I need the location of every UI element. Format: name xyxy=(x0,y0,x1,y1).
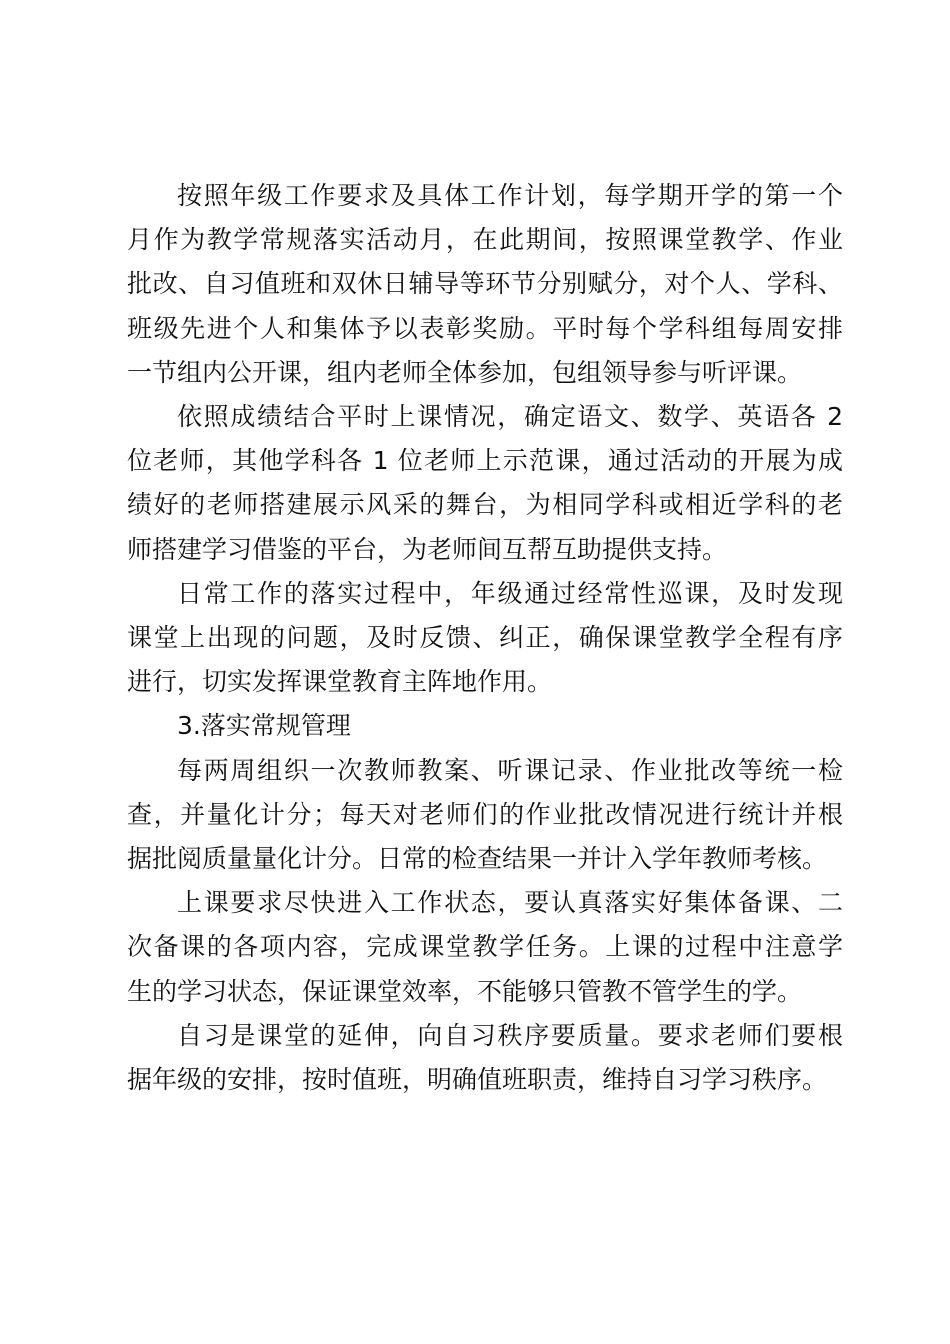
text-line: 据批阅质量量化计分。日常的检查结果一并计入学年教师考核。 xyxy=(127,844,828,874)
text-line: 依照成绩结合平时上课情况，确定语文、数学、英语各 2 xyxy=(177,402,843,432)
text-line: 上课要求尽快进入工作状态，要认真落实好集体备课、二 xyxy=(177,888,843,918)
text-line: 按照年级工作要求及具体工作计划，每学期开学的第一个 xyxy=(177,181,843,210)
text-line: 师搭建学习借鉴的平台，为老师间互帮互助提供支持。 xyxy=(127,534,728,564)
text-line: 批改、自习值班和双休日辅导等环节分别赋分，对个人、学科、 xyxy=(127,269,843,299)
text-line: 一节组内公开课，组内老师全体参加，包组领导参与听评课。 xyxy=(127,357,803,387)
document-body xyxy=(127,174,843,1102)
text-line: 自习是课堂的延伸，向自习秩序要质量。要求老师们要根 xyxy=(177,1020,843,1050)
text-line: 月作为教学常规落实活动月，在此期间，按照课堂教学、作业 xyxy=(127,225,843,255)
paragraph-biweekly-check xyxy=(127,749,843,882)
text-line: 位老师，其他学科各 1 位老师上示范课，通过活动的开展为成 xyxy=(127,446,843,476)
text-line: 日常工作的落实过程中，年级通过经常性巡课，及时发现 xyxy=(177,578,843,608)
paragraph-monthly-activity xyxy=(127,174,843,395)
text-line: 班级先进个人和集体予以表彰奖励。平时每个学科组每周安排 xyxy=(127,313,843,343)
text-line: 课堂上出现的问题，及时反馈、纠正，确保课堂教学全程有序 xyxy=(127,623,843,653)
paragraph-class-requirements xyxy=(127,881,843,1014)
text-line: 进行，切实发挥课堂教育主阵地作用。 xyxy=(127,667,553,697)
text-line: 查，并量化计分；每天对老师们的作业批改情况进行统计并根 xyxy=(127,799,843,829)
text-line: 生的学习状态，保证课堂效率，不能够只管教不管学生的学。 xyxy=(127,976,803,1006)
text-line: 绩好的老师搭建展示风采的舞台，为相同学科或相近学科的老 xyxy=(127,490,843,520)
text-line: 每两周组织一次教师教案、听课记录、作业批改等统一检 xyxy=(177,755,843,785)
text-line: 据年级的安排，按时值班，明确值班职责，维持自习学习秩序。 xyxy=(127,1065,828,1095)
text-line: 次备课的各项内容，完成课堂教学任务。上课的过程中注意学 xyxy=(127,932,843,962)
paragraph-daily-inspection xyxy=(127,572,843,705)
section-heading: 3.落实常规管理 xyxy=(177,711,351,741)
paragraph-demo-lessons xyxy=(127,395,843,572)
paragraph-self-study xyxy=(127,1014,843,1102)
